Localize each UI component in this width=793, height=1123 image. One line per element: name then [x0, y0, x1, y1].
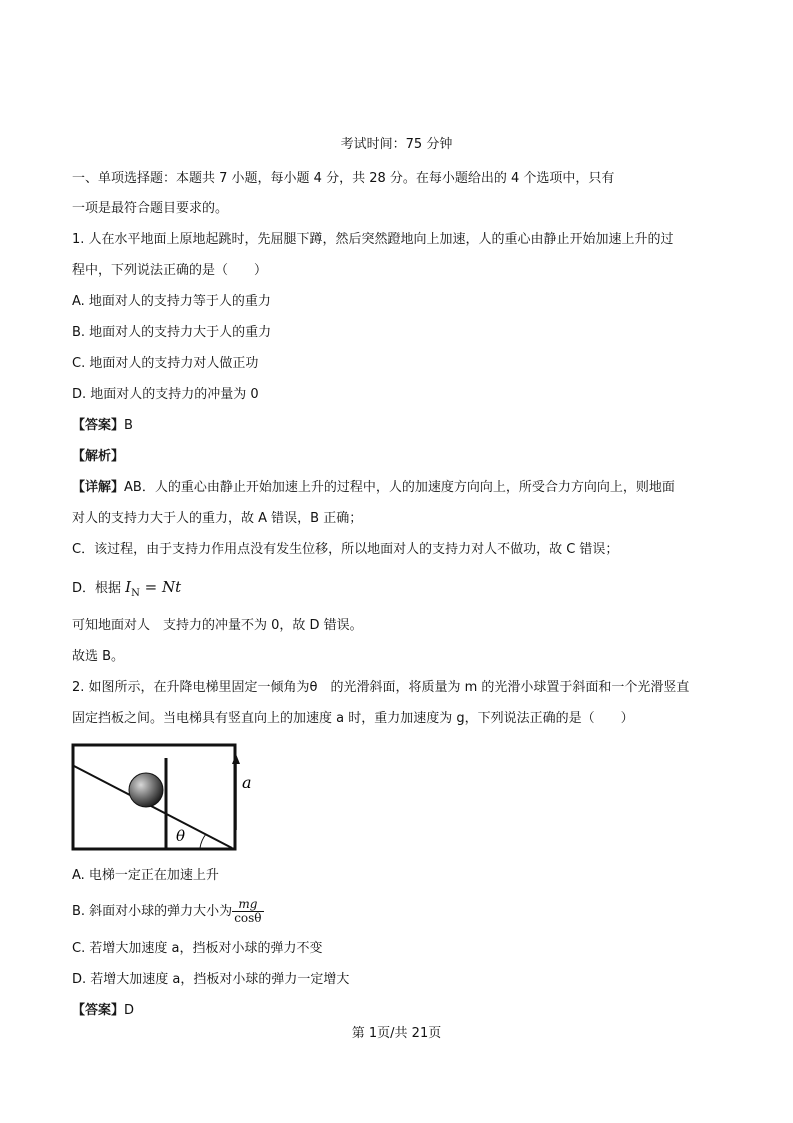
section-title-line-2: 一项是最符合题目要求的。 [72, 201, 229, 216]
exam-time: 考试时间：75 分钟 [340, 137, 453, 152]
angle-label: θ [176, 827, 186, 845]
detail-text: AB．人的重心由静止开始加速上升的过程中，人的加速度方向向上，所受合力方向向上，则地面 [124, 480, 675, 495]
q1-option-c: C. 地面对人的支持力对人做正功 [72, 356, 259, 371]
q2-answer [72, 1002, 134, 1020]
q2-stem-line-1: 2. 如图所示，在升降电梯里固定一倾角为θ 的光滑斜面，将质量为 m 的光滑小球置于斜面和一个光滑竖直 [72, 680, 690, 695]
q1-option-b: B. 地面对人的支持力大于人的重力 [72, 325, 272, 340]
detail-tag: 【详解】 [72, 480, 125, 495]
q1-answer [72, 417, 133, 435]
q1-option-a: A. 地面对人的支持力等于人的重力 [72, 294, 271, 309]
q1-stem-line-2: 程中，下列说法正确的是（ ） [72, 263, 268, 278]
q2-option-a: A. 电梯一定正在加速上升 [72, 868, 219, 883]
analysis-tag: 【解析】 [72, 449, 125, 464]
answer-value: B [124, 418, 133, 433]
q1-stem-line-1: 1. 人在水平地面上原地起跳时，先屈腿下蹲，然后突然蹬地向上加速，人的重心由静止开始加速上升的过 [72, 232, 674, 247]
detail-d-prefix: D．根据 [72, 581, 126, 596]
q1-analysis-tag [72, 448, 124, 466]
acceleration-arrow [228, 752, 258, 832]
q1-detail-c: C．该过程，由于支持力作用点没有发生位移，所以地面对人的支持力对人不做功，故 C 错误； [72, 542, 619, 557]
q1-detail-d [72, 578, 181, 603]
q1-choose: 故选 B。 [72, 649, 125, 664]
answer-tag: 【答案】 [72, 1003, 125, 1018]
formula-impulse: $I_N = Nt$ [125, 578, 182, 599]
q1-detail-line-2: 对人的支持力大于人的重力，故 A 错误，B 正确； [72, 511, 363, 526]
answer-value: D [124, 1003, 135, 1018]
elevator-incline-figure [70, 740, 250, 852]
answer-tag: 【答案】 [72, 418, 125, 433]
acceleration-label: a [242, 773, 252, 792]
angle-arc [200, 834, 206, 848]
q1-detail-line-1 [72, 479, 675, 497]
q2-option-c: C. 若增大加速度 a，挡板对小球的弹力不变 [72, 941, 323, 956]
section-title-line-1: 一、单项选择题：本题共 7 小题，每小题 4 分，共 28 分。在每小题给出的 4 个选项中，只有 [72, 171, 615, 186]
q1-conclusion: 可知地面对人 支持力的冲量不为 0，故 D 错误。 [72, 618, 363, 633]
fraction-mg-over-cos: $\frac{mg}{\cos\theta}$ [234, 897, 262, 925]
q2-stem-line-2: 固定挡板之间。当电梯具有竖直向上的加速度 a 时，重力加速度为 g，下列说法正确的是（ ） [72, 711, 634, 726]
q2-option-b [72, 898, 264, 925]
page-footer: 第 1页/共 21页 [351, 1026, 442, 1041]
q2-option-d: D. 若增大加速度 a，挡板对小球的弹力一定增大 [72, 972, 350, 987]
ball [129, 773, 163, 807]
option-b-text: B. 斜面对小球的弹力大小为 [72, 904, 233, 919]
q1-option-d: D. 地面对人的支持力的冲量为 0 [72, 387, 259, 402]
